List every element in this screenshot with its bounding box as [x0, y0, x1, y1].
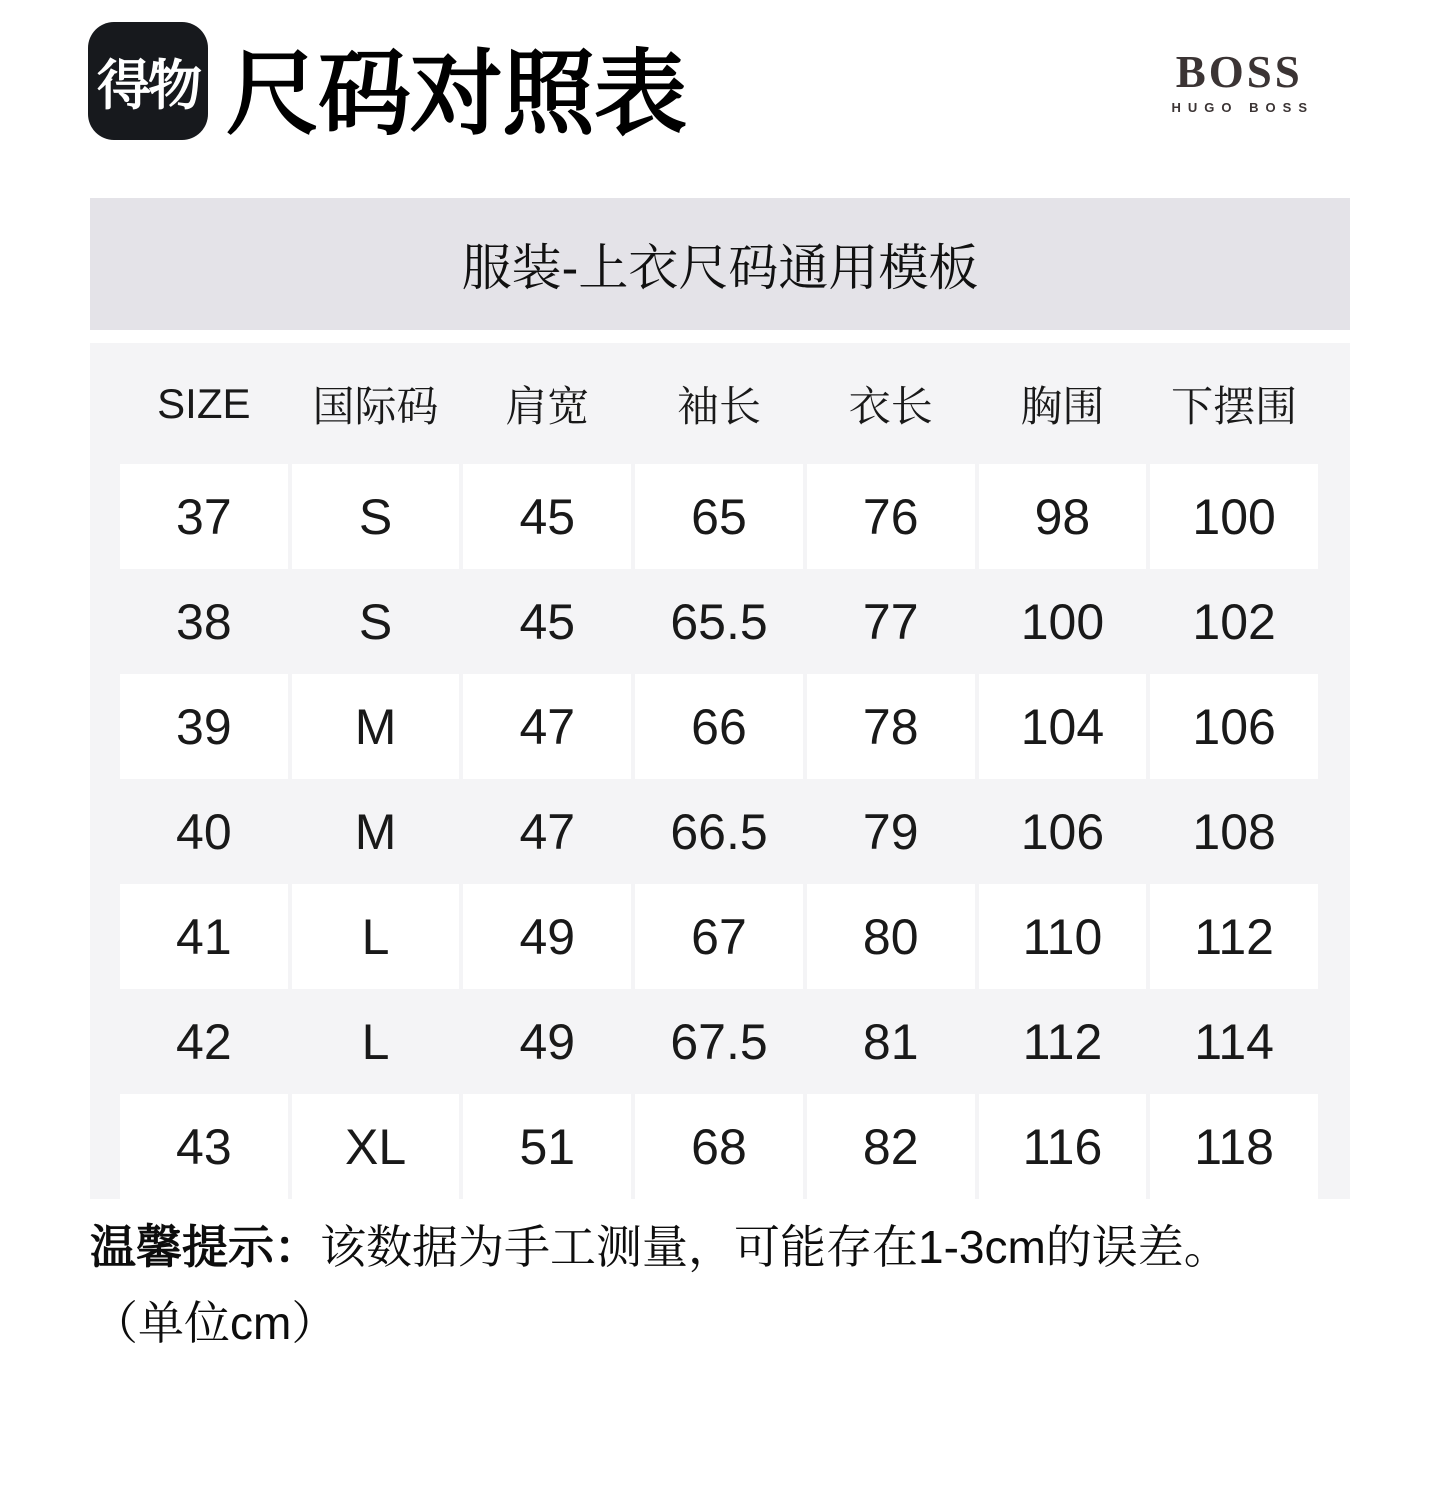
table-cell: 41	[120, 884, 288, 989]
table-cell: 49	[463, 884, 631, 989]
table-cell: 80	[807, 884, 975, 989]
boss-wordmark: BOSS	[1175, 47, 1303, 97]
table-cell: 108	[1192, 803, 1276, 860]
table-header-row	[120, 343, 1318, 464]
column-header: 下摆围	[1171, 382, 1298, 430]
template-banner	[90, 198, 1350, 330]
table-cell: 77	[862, 593, 919, 650]
measurement-note	[90, 1218, 1230, 1276]
table-cell: 67.5	[670, 1013, 768, 1070]
table-cell: M	[354, 803, 397, 860]
table-cell: L	[292, 884, 460, 989]
table-cell: 42	[176, 1013, 232, 1070]
table-cell: 51	[463, 1094, 631, 1199]
table-cell: 112	[1022, 1013, 1103, 1070]
table-cell: 112	[1150, 884, 1318, 989]
size-table	[90, 343, 1350, 1199]
table-cell: 65	[635, 464, 803, 569]
table-cell: 39	[120, 674, 288, 779]
table-cell: 81	[862, 1013, 919, 1070]
table-cell: 98	[979, 464, 1147, 569]
hugo-boss-subtext: HUGO BOSS	[1171, 100, 1314, 115]
unit-note: （单位cm）	[92, 1297, 338, 1349]
table-cell: L	[361, 1013, 390, 1070]
table-cell: 104	[979, 674, 1147, 779]
table-cell: 47	[519, 803, 576, 860]
table-cell: 102	[1192, 593, 1276, 650]
table-cell: 106	[1020, 803, 1105, 860]
table-cell: XL	[292, 1094, 460, 1199]
column-header: 衣长	[848, 382, 933, 430]
table-cell: 79	[862, 803, 919, 860]
column-header: 肩宽	[505, 382, 590, 430]
table-cell: 45	[463, 464, 631, 569]
hugo-boss-logo	[1165, 47, 1314, 115]
tip-text: 该数据为手工测量，可能存在1-3cm的误差。	[320, 1221, 1230, 1273]
table-row	[120, 1094, 1318, 1199]
column-header: 胸围	[1020, 382, 1105, 430]
table-cell: 37	[120, 464, 288, 569]
column-header: 国际码	[312, 382, 439, 430]
dewu-logo-icon	[88, 22, 208, 140]
table-cell: 68	[635, 1094, 803, 1199]
table-cell: 38	[176, 593, 232, 650]
table-cell: 43	[120, 1094, 288, 1199]
table-cell: 40	[176, 803, 232, 860]
page-title: 尺码对照表	[226, 42, 686, 146]
table-cell: 76	[807, 464, 975, 569]
table-cell: 78	[807, 674, 975, 779]
table-cell: 66	[635, 674, 803, 779]
table-cell: 49	[519, 1013, 576, 1070]
table-cell: 66.5	[670, 803, 768, 860]
table-row	[120, 569, 1318, 674]
tip-label: 温馨提示：	[90, 1221, 320, 1273]
table-row	[120, 779, 1318, 884]
table-cell: 106	[1150, 674, 1318, 779]
table-row	[120, 989, 1318, 1094]
table-row	[120, 674, 1318, 779]
table-cell: 118	[1150, 1094, 1318, 1199]
table-cell: S	[358, 593, 393, 650]
table-cell: 100	[1020, 593, 1105, 650]
dewu-logo-text: 得物	[97, 55, 199, 116]
table-cell: M	[292, 674, 460, 779]
table-cell: 100	[1150, 464, 1318, 569]
column-header: SIZE	[157, 379, 251, 427]
table-cell: 67	[635, 884, 803, 989]
column-header: 袖长	[676, 382, 761, 430]
table-cell: 116	[979, 1094, 1147, 1199]
template-banner-title: 服装-上衣尺码通用模板	[461, 240, 979, 296]
table-cell: 45	[519, 593, 576, 650]
table-cell: S	[292, 464, 460, 569]
table-cell: 82	[807, 1094, 975, 1199]
table-row	[120, 884, 1318, 989]
table-cell: 47	[463, 674, 631, 779]
table-row	[120, 464, 1318, 569]
table-cell: 110	[979, 884, 1147, 989]
table-cell: 114	[1194, 1013, 1274, 1070]
table-cell: 65.5	[670, 593, 768, 650]
